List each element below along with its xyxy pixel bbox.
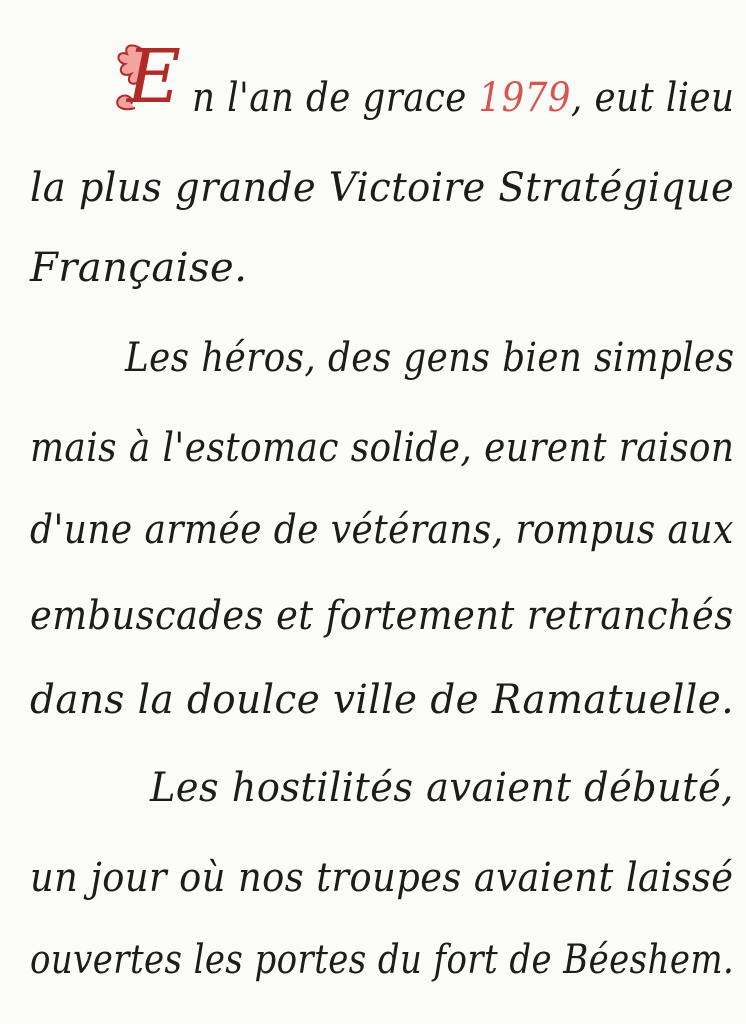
drop-cap-letter: E	[127, 34, 182, 120]
line-1-suffix: , eut lieu	[570, 75, 735, 121]
text-line-9: Les hostilités avaient débuté,	[150, 765, 734, 811]
text-line-10: un jour où nos troupes avaient laissé	[30, 855, 734, 901]
line-1-prefix: n l'an de grace	[192, 75, 479, 121]
text-line-4: Les héros, des gens bien simples	[125, 335, 735, 381]
text-line-3: Française.	[30, 245, 248, 291]
year-1979: 1979	[478, 75, 571, 121]
text-line-2: la plus grande Victoire Stratégique	[30, 165, 735, 211]
text-line-7: embuscades et fortement retranchés	[30, 593, 734, 639]
text-line-6: d'une armée de vétérans, rompus aux	[30, 507, 734, 553]
text-line-11: ouvertes les portes du fort de Béeshem.	[30, 937, 735, 983]
text-line-1	[0, 58, 746, 138]
text-line-8: dans la doulce ville de Ramatuelle.	[30, 677, 735, 723]
text-line-5: mais à l'estomac solide, eurent raison	[30, 425, 735, 471]
